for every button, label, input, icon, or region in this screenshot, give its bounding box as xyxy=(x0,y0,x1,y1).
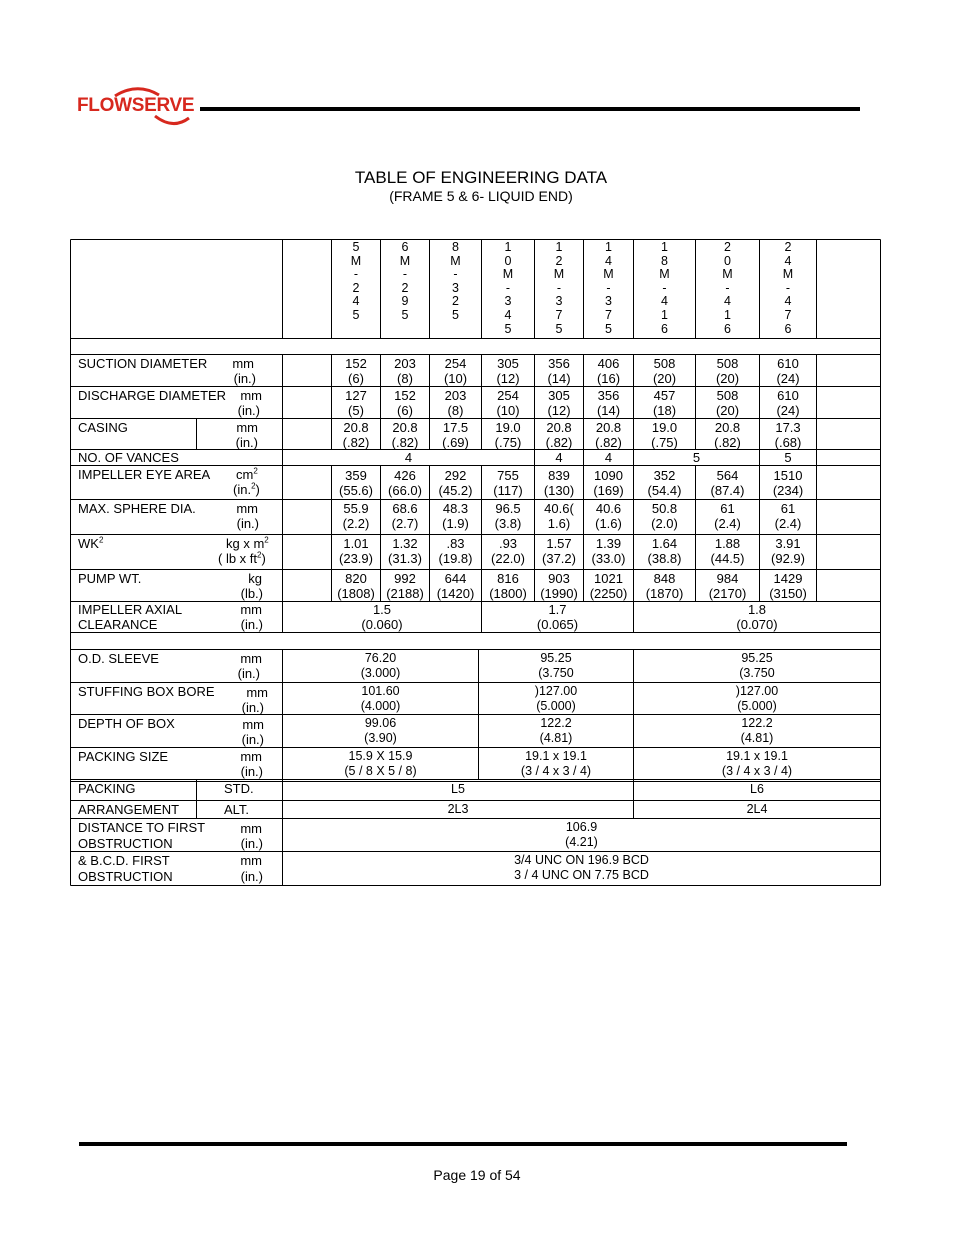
unit-in: (in.) xyxy=(237,666,260,681)
unit-in-open: (in. xyxy=(233,482,252,497)
wk-metric-cell: 1.57 xyxy=(546,536,572,551)
casing-metric-cell: 20.8 xyxy=(595,420,622,435)
eye-metric-cell: 426 xyxy=(394,468,416,483)
model-header: 1 2 M - 3 7 5 xyxy=(553,240,565,336)
suction-metric-cell: 508 xyxy=(653,356,676,371)
eye-imperial-cell: (45.2) xyxy=(438,483,473,498)
sphere-imperial-cell: 1.6) xyxy=(547,516,571,531)
suction-imperial-cell: (20) xyxy=(715,371,740,386)
eye-metric-cell: 1510 xyxy=(773,468,803,483)
vanes-cell: 4 xyxy=(404,450,413,465)
casing-metric-cell: 19.0 xyxy=(495,420,521,435)
wk-imperial-cell: (23.9) xyxy=(339,551,373,566)
casing-metric-cell: 20.8 xyxy=(546,420,572,435)
suction-imperial-cell: (24) xyxy=(776,371,800,386)
label-alt: ALT. xyxy=(224,802,250,817)
stuffing-cell: (5.000) xyxy=(536,699,576,713)
vanes-cell: 4 xyxy=(555,450,563,465)
wk-metric-cell: 1.01 xyxy=(343,536,369,551)
distance-cell: 106.9 xyxy=(565,820,598,834)
casing-metric-cell: 20.8 xyxy=(343,420,369,435)
axial-cell: (0.060) xyxy=(361,617,403,632)
header-rule xyxy=(200,107,860,111)
sphere-imperial-cell: (2.0) xyxy=(651,516,678,531)
eye-metric-cell: 352 xyxy=(653,468,676,483)
weight-imperial-cell: (1808) xyxy=(337,586,375,601)
weight-imperial-cell: (2188) xyxy=(386,586,424,601)
arrangement-cell: 2L3 xyxy=(447,802,469,816)
row-label-stuffing: STUFFING BOX BORE xyxy=(78,684,215,699)
eye-imperial-cell: (169) xyxy=(593,483,624,498)
eye-imperial-cell: (130) xyxy=(543,483,575,498)
row-label-wk2 xyxy=(78,536,103,551)
discharge-metric-cell: 305 xyxy=(548,388,570,403)
eye-imperial-cell: (55.6) xyxy=(339,483,373,498)
casing-imperial-cell: (.82) xyxy=(545,435,573,450)
row-label-suction: SUCTION DIAMETER xyxy=(78,356,208,371)
sphere-metric-cell: 68.6 xyxy=(392,501,418,516)
casing-imperial-cell: (.82) xyxy=(342,435,370,450)
unit-mm: mm xyxy=(236,501,258,516)
casing-imperial-cell: (.75) xyxy=(651,435,678,450)
stuffing-cell: )127.00 xyxy=(735,684,779,698)
unit-lbft-close: ) xyxy=(261,551,266,566)
row-label-bcd: & B.C.D. FIRST xyxy=(78,853,170,868)
suction-imperial-cell: (10) xyxy=(443,371,468,386)
suction-imperial-cell: (14) xyxy=(547,371,571,386)
eye-metric-cell: 292 xyxy=(444,468,467,483)
unit-mm: mm xyxy=(236,420,258,435)
discharge-imperial-cell: (10) xyxy=(496,403,520,418)
discharge-imperial-cell: (24) xyxy=(776,403,800,418)
unit-mm: mm xyxy=(240,853,262,868)
depth-cell: 99.06 xyxy=(364,716,397,730)
casing-metric-cell: 17.3 xyxy=(775,420,801,435)
page-subtitle: (FRAME 5 & 6- LIQUID END) xyxy=(389,188,573,204)
eye-metric-cell: 839 xyxy=(548,468,570,483)
discharge-metric-cell: 356 xyxy=(597,388,620,403)
wk-imperial-cell: (44.5) xyxy=(710,551,745,566)
wk-imperial-cell: (92.9) xyxy=(771,551,805,566)
casing-metric-cell: 17.5 xyxy=(442,420,469,435)
sphere-imperial-cell: (1.6) xyxy=(595,516,622,531)
row-label-distance: DISTANCE TO FIRST xyxy=(78,820,206,835)
page-title: TABLE OF ENGINEERING DATA xyxy=(354,168,608,187)
unit-mm: mm xyxy=(240,602,262,617)
sphere-metric-cell: 48.3 xyxy=(442,501,469,516)
packing_size-cell: (3 / 4 x 3 / 4) xyxy=(721,764,793,778)
model-header: 2 4 M - 4 7 6 xyxy=(782,240,794,336)
packing_size-cell: (3 / 4 x 3 / 4) xyxy=(520,764,592,778)
depth-cell: (4.81) xyxy=(539,731,573,745)
axial-cell: 1.5 xyxy=(372,602,392,617)
unit-mm: mm xyxy=(240,651,262,666)
model-header: 1 0 M - 3 4 5 xyxy=(502,240,514,336)
suction-imperial-cell: (8) xyxy=(397,371,413,386)
unit-mm: mm xyxy=(240,749,262,764)
row-label-depth: DEPTH OF BOX xyxy=(78,716,175,731)
wk-metric-cell: .93 xyxy=(498,536,518,551)
eye-imperial-cell: (117) xyxy=(493,483,523,498)
discharge-metric-cell: 508 xyxy=(716,388,739,403)
unit-in: (in.) xyxy=(240,836,263,851)
sleeve-cell: 95.25 xyxy=(741,651,773,665)
bcd-cell: 3 / 4 UNC ON 7.75 BCD xyxy=(514,868,649,882)
suction-imperial-cell: (12) xyxy=(496,371,520,386)
brand-name: FLOWSERVE xyxy=(77,95,195,116)
row-label-packing: PACKING xyxy=(78,781,136,796)
weight-metric-cell: 644 xyxy=(444,571,467,586)
page-number: Page 19 of 54 xyxy=(433,1167,521,1183)
sphere-imperial-cell: (1.9) xyxy=(442,516,469,531)
sleeve-cell: (3.000) xyxy=(360,666,401,680)
wk-imperial-cell: (37.2) xyxy=(542,551,576,566)
suction-metric-cell: 508 xyxy=(716,356,739,371)
unit-in: (in.) xyxy=(240,764,263,779)
row-label-sleeve: O.D. SLEEVE xyxy=(78,651,159,666)
sphere-imperial-cell: (2.7) xyxy=(391,516,419,531)
arrangement-cell: L6 xyxy=(750,782,764,796)
sphere-metric-cell: 96.5 xyxy=(495,501,521,516)
sphere-metric-cell: 61 xyxy=(780,501,796,516)
model-header: 8 M - 3 2 5 xyxy=(450,240,461,322)
axial-cell: (0.070) xyxy=(736,617,778,632)
wk-label: WK xyxy=(78,536,99,551)
row-label-clearance: CLEARANCE xyxy=(78,617,158,632)
sleeve-cell: (3.750 xyxy=(538,666,574,680)
eye-imperial-cell: (234) xyxy=(772,483,804,498)
unit-in: (in.) xyxy=(237,403,260,418)
model-header: 1 8 M - 4 1 6 xyxy=(659,240,670,336)
axial-cell: (0.065) xyxy=(536,617,579,632)
row-label-eye-area: IMPELLER EYE AREA xyxy=(78,467,211,482)
casing-metric-cell: 20.8 xyxy=(392,420,418,435)
casing-imperial-cell: (.82) xyxy=(714,435,741,450)
sleeve-cell: 95.25 xyxy=(540,651,572,665)
eye-imperial-cell: (66.0) xyxy=(388,483,422,498)
unit-in: (in.) xyxy=(241,732,264,747)
unit-cm2 xyxy=(236,467,258,482)
wk-metric-cell: 3.91 xyxy=(775,536,801,551)
eye-imperial-cell: (54.4) xyxy=(647,483,682,498)
wk-imperial-cell: (19.8) xyxy=(438,551,473,566)
unit-mm: mm xyxy=(246,685,268,700)
sphere-imperial-cell: (2.2) xyxy=(342,516,370,531)
packing_size-cell: 15.9 X 15.9 xyxy=(348,749,413,763)
wk-metric-cell: .83 xyxy=(446,536,465,551)
suction-imperial-cell: (6) xyxy=(348,371,364,386)
casing-imperial-cell: (.69) xyxy=(442,435,469,450)
weight-imperial-cell: (1870) xyxy=(645,586,684,601)
discharge-imperial-cell: (8) xyxy=(447,403,464,418)
weight-imperial-cell: (1800) xyxy=(489,586,527,601)
unit-lbft-open: ( lb x ft xyxy=(218,551,258,566)
bcd-cell: 3/4 UNC ON 196.9 BCD xyxy=(514,853,649,867)
weight-metric-cell: 1021 xyxy=(594,571,623,586)
sleeve-cell: 76.20 xyxy=(364,651,397,665)
row-label-obstruction: OBSTRUCTION xyxy=(78,869,173,884)
eye-metric-cell: 359 xyxy=(345,468,367,483)
weight-metric-cell: 848 xyxy=(653,571,676,586)
weight-imperial-cell: (1420) xyxy=(436,586,475,601)
unit-in: (in.) xyxy=(235,435,258,450)
suction-metric-cell: 203 xyxy=(394,356,416,371)
stuffing-cell: (5.000) xyxy=(737,699,777,713)
superscript: 2 xyxy=(251,481,256,491)
unit-mm: mm xyxy=(242,717,264,732)
unit-kgm: kg x m xyxy=(226,536,265,551)
unit-in-close: ) xyxy=(255,482,260,497)
packing_size-cell: 19.1 x 19.1 xyxy=(726,749,788,763)
discharge-metric-cell: 610 xyxy=(777,388,799,403)
superscript: 2 xyxy=(264,535,269,545)
casing-imperial-cell: (.75) xyxy=(494,435,522,450)
suction-metric-cell: 254 xyxy=(444,356,467,371)
label-std: STD. xyxy=(224,781,254,796)
discharge-imperial-cell: (12) xyxy=(547,403,571,418)
model-header: 2 0 M - 4 1 6 xyxy=(722,240,733,336)
casing-metric-cell: 19.0 xyxy=(651,420,678,435)
stuffing-cell: )127.00 xyxy=(534,684,578,698)
discharge-metric-cell: 127 xyxy=(345,388,367,403)
weight-metric-cell: 1429 xyxy=(773,571,803,586)
unit-in: (in.) xyxy=(233,371,256,386)
row-label-obstruction: OBSTRUCTION xyxy=(78,836,173,851)
suction-imperial-cell: (16) xyxy=(596,371,621,386)
sphere-imperial-cell: (3.8) xyxy=(494,516,522,531)
depth-cell: 122.2 xyxy=(540,716,572,730)
wk-metric-cell: 1.64 xyxy=(651,536,678,551)
flowserve-logo xyxy=(77,84,197,130)
eye-imperial-cell: (87.4) xyxy=(710,483,745,498)
depth-cell: 122.2 xyxy=(741,716,773,730)
casing-imperial-cell: (.68) xyxy=(774,435,802,450)
sphere-imperial-cell: (2.4) xyxy=(774,516,802,531)
eye-metric-cell: 755 xyxy=(497,468,519,483)
suction-metric-cell: 610 xyxy=(777,356,799,371)
unit-mm: mm xyxy=(232,356,254,371)
packing_size-cell: (5 / 8 X 5 / 8) xyxy=(344,764,417,778)
casing-metric-cell: 20.8 xyxy=(714,420,741,435)
packing_size-cell: 19.1 x 19.1 xyxy=(525,749,587,763)
suction-imperial-cell: (20) xyxy=(652,371,677,386)
unit-in: (in.) xyxy=(236,516,259,531)
row-label-axial: IMPELLER AXIAL xyxy=(78,602,183,617)
discharge-metric-cell: 457 xyxy=(653,388,676,403)
row-label-sphere: MAX. SPHERE DIA. xyxy=(78,501,196,516)
sphere-metric-cell: 61 xyxy=(720,501,735,516)
depth-cell: (4.81) xyxy=(740,731,774,745)
row-label-arrangement: ARRANGEMENT xyxy=(78,802,180,817)
weight-metric-cell: 903 xyxy=(548,571,570,586)
sphere-metric-cell: 55.9 xyxy=(343,501,369,516)
eye-metric-cell: 564 xyxy=(716,468,739,483)
sphere-metric-cell: 50.8 xyxy=(651,501,678,516)
vanes-cell: 5 xyxy=(784,450,792,465)
unit-kg: kg xyxy=(248,571,262,586)
unit-in: (in.) xyxy=(241,700,264,715)
weight-metric-cell: 820 xyxy=(345,571,367,586)
eye-metric-cell: 1090 xyxy=(594,468,623,483)
sphere-metric-cell: 40.6 xyxy=(595,501,622,516)
vanes-cell: 5 xyxy=(692,450,701,465)
sphere-imperial-cell: (2.4) xyxy=(714,516,741,531)
row-label-weight: PUMP WT. xyxy=(78,571,142,586)
wk-metric-cell: 1.39 xyxy=(595,536,622,551)
suction-metric-cell: 152 xyxy=(345,356,367,371)
weight-imperial-cell: (2250) xyxy=(589,586,628,601)
depth-cell: (3.90) xyxy=(364,731,397,745)
sleeve-cell: (3.750 xyxy=(739,666,775,680)
discharge-metric-cell: 203 xyxy=(444,388,467,403)
stuffing-cell: (4.000) xyxy=(360,699,401,713)
weight-imperial-cell: (2170) xyxy=(708,586,747,601)
unit-kgm2 xyxy=(226,536,269,551)
distance-cell: (4.21) xyxy=(565,835,598,849)
weight-metric-cell: 984 xyxy=(716,571,739,586)
weight-metric-cell: 816 xyxy=(497,571,519,586)
superscript: 2 xyxy=(253,466,258,476)
unit-lb: (lb.) xyxy=(240,586,263,601)
arrangement-cell: 2L4 xyxy=(746,802,768,816)
wk-imperial-cell: (31.3) xyxy=(388,551,422,566)
suction-metric-cell: 356 xyxy=(548,356,570,371)
casing-imperial-cell: (.82) xyxy=(391,435,419,450)
superscript: 2 xyxy=(257,550,262,560)
wk-imperial-cell: (38.8) xyxy=(647,551,682,566)
axial-cell: 1.7 xyxy=(548,602,567,617)
row-label-packing-size: PACKING SIZE xyxy=(78,749,169,764)
wk-metric-cell: 1.88 xyxy=(714,536,741,551)
wk-metric-cell: 1.32 xyxy=(392,536,418,551)
axial-cell: 1.8 xyxy=(747,602,767,617)
unit-lbft2 xyxy=(218,551,266,566)
wk-imperial-cell: (33.0) xyxy=(591,551,626,566)
model-header: 6 M - 2 9 5 xyxy=(399,240,411,322)
unit-in2 xyxy=(233,482,260,497)
wk-imperial-cell: (22.0) xyxy=(491,551,525,566)
discharge-imperial-cell: (5) xyxy=(348,403,364,418)
superscript: 2 xyxy=(98,535,104,545)
discharge-imperial-cell: (6) xyxy=(397,403,413,418)
unit-in: (in.) xyxy=(240,869,263,884)
unit-in: (in.) xyxy=(240,617,263,632)
unit-mm: mm xyxy=(240,388,262,403)
stuffing-cell: 101.60 xyxy=(361,684,400,698)
discharge-metric-cell: 152 xyxy=(394,388,416,403)
model-header: 5 M - 2 4 5 xyxy=(350,240,362,322)
suction-metric-cell: 305 xyxy=(497,356,519,371)
discharge-imperial-cell: (18) xyxy=(652,403,677,418)
arrangement-cell: L5 xyxy=(451,782,465,796)
discharge-imperial-cell: (20) xyxy=(715,403,740,418)
row-label-vanes: NO. OF VANCES xyxy=(78,450,179,465)
discharge-metric-cell: 254 xyxy=(497,388,519,403)
unit-mm: mm xyxy=(240,821,262,836)
sphere-metric-cell: 40.6( xyxy=(544,501,574,516)
model-header: 1 4 M - 3 7 5 xyxy=(603,240,614,336)
weight-metric-cell: 992 xyxy=(394,571,416,586)
footer-rule xyxy=(79,1142,847,1146)
discharge-imperial-cell: (14) xyxy=(596,403,621,418)
row-label-discharge: DISCHARGE DIAMETER xyxy=(78,388,227,403)
casing-imperial-cell: (.82) xyxy=(595,435,622,450)
row-label-casing: CASING xyxy=(78,420,128,435)
weight-imperial-cell: (1990) xyxy=(540,586,578,601)
unit-cm: cm xyxy=(236,467,254,482)
weight-imperial-cell: (3150) xyxy=(769,586,807,601)
suction-metric-cell: 406 xyxy=(597,356,620,371)
vanes-cell: 4 xyxy=(604,450,613,465)
